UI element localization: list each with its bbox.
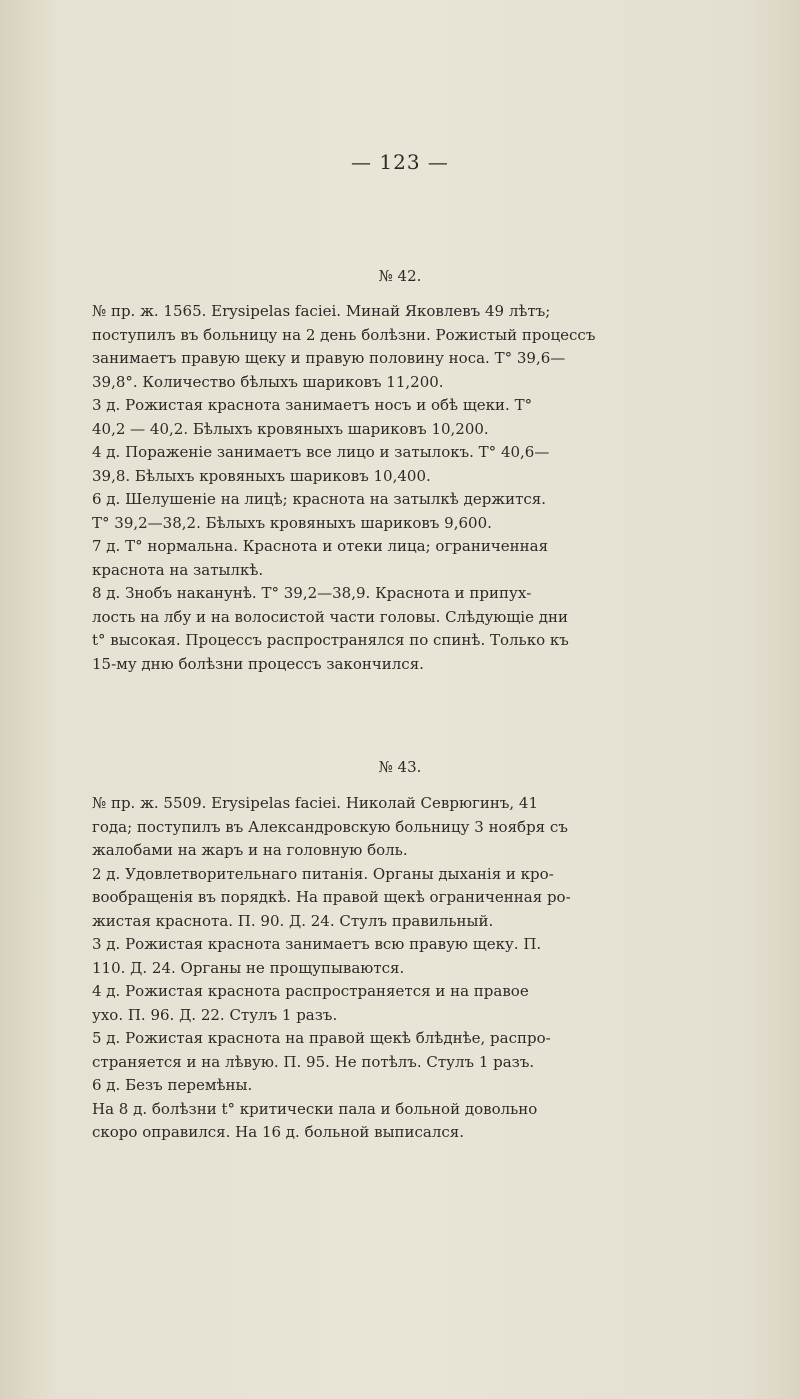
text-line: № пр. ж. 5509. Erysipelas faciei. Николай Севрюгинъ, 41 [92, 794, 539, 812]
page-number: — 123 — [351, 150, 449, 174]
text-line: жистая краснота. П. 90. Д. 24. Стулъ правильный. [92, 911, 494, 930]
text-line: года; поступилъ въ Александровскую больницу 3 ноября съ [92, 817, 568, 836]
text-line: 15-му дню болѣзни процессъ закончился. [92, 654, 424, 673]
case-42-heading: № 42. [378, 267, 422, 285]
text-line: 4 д. Рожистая краснота распространяется и на правое [92, 982, 529, 1000]
text-line: T° 39,2—38,2. Бѣлыхъ кровяныхъ шариковъ 9,600. [92, 513, 492, 532]
text-line: ухо. П. 96. Д. 22. Стулъ 1 разъ. [92, 1005, 338, 1024]
text-line: 39,8°. Количество бѣлыхъ шариковъ 11,200. [92, 372, 444, 391]
text-line: 39,8. Бѣлыхъ кровяныхъ шариковъ 10,400. [92, 466, 431, 485]
case-43-text [92, 792, 692, 1145]
text-line: На 8 д. болѣзни t° критически пала и больной довольно [92, 1099, 538, 1118]
text-line: 6 д. Безъ перемѣны. [92, 1076, 253, 1094]
text-line: краснота на затылкѣ. [92, 560, 264, 579]
case-42-text [92, 300, 692, 676]
text-line: занимаетъ правую щеку и правую половину носа. T° 39,6— [92, 349, 566, 367]
text-line: 5 д. Рожистая краснота на правой щекѣ блѣднѣе, распро- [92, 1029, 551, 1047]
text-line: жалобами на жаръ и на головную боль. [92, 841, 408, 859]
text-line: лость на лбу и на волосистой части головы. Слѣдующіе дни [92, 607, 568, 626]
text-line: 4 д. Пораженіе занимаетъ все лицо и затылокъ. T° 40,6— [92, 443, 550, 461]
text-line: 7 д. T° нормальна. Краснота и отеки лица; ограниченная [92, 537, 549, 555]
text-line: 3 д. Рожистая краснота занимаетъ всю правую щеку. П. [92, 935, 542, 953]
text-line: t° высокая. Процессъ распространялся по спинѣ. Только къ [92, 631, 569, 649]
text-line: страняется и на лѣвую. П. 95. Не потѣлъ. Стулъ 1 разъ. [92, 1052, 535, 1071]
text-line: вообращенія въ порядкѣ. На правой щекѣ ограниченная ро- [92, 888, 571, 906]
text-line: 110. Д. 24. Органы не прощупываются. [92, 958, 405, 977]
text-line: 3 д. Рожистая краснота занимаетъ носъ и обѣ щеки. T° [92, 396, 533, 414]
text-line: 2 д. Удовлетворительнаго питанія. Органы дыханія и кро- [92, 864, 554, 883]
text-line: 8 д. Знобъ наканунѣ. T° 39,2—38,9. Краснота и припух- [92, 584, 532, 602]
text-line: скоро оправился. На 16 д. больной выписался. [92, 1123, 465, 1141]
text-line: 6 д. Шелушеніе на лицѣ; краснота на затылкѣ держится. [92, 490, 547, 508]
case-43-heading: № 43. [378, 758, 422, 776]
text-line: 40,2 — 40,2. Бѣлыхъ кровяныхъ шариковъ 10,200. [92, 419, 489, 438]
text-line: поступилъ въ больницу на 2 день болѣзни. Рожистый процессъ [92, 325, 596, 344]
text-line: № пр. ж. 1565. Erysipelas faciei. Минай Яковлевъ 49 лѣтъ; [92, 302, 551, 320]
